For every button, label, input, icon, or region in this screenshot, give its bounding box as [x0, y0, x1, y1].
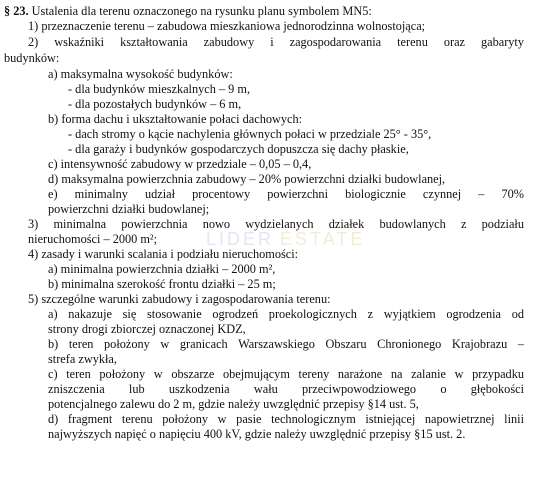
item-2e-text: e) minimalny udział procentowy powierzchni biologicznie czynnej – 70%: [48, 187, 524, 201]
item-2b-2: - dla garaży i budynków gospodarczych dopuszcza się dachy płaskie,: [68, 142, 409, 156]
section-title: Ustalenia dla terenu oznaczonego na rysunku planu symbolem MN5:: [31, 4, 372, 18]
item-2-line-2: budynków:: [4, 51, 60, 65]
item-5d-line-2: najwyższych napięć o napięciu 400 kV, gdzie należy uwzględnić przepisy §15 ust. 2.: [48, 427, 466, 441]
item-4b: b) minimalna szerokość frontu działki – 25 m;: [48, 277, 276, 291]
item-1: 1) przeznaczenie terenu – zabudowa mieszkaniowa jednorodzinna wolnostojąca;: [28, 19, 426, 33]
item-5a-line-2: strony drogi zbiorczej oznaczonej KDZ,: [48, 322, 246, 336]
item-2e-line-1: [48, 187, 524, 202]
item-2a: a) maksymalna wysokość budynków:: [48, 67, 233, 81]
item-5b-text: b) teren położony w granicach Warszawskiego Obszaru Chronionego Krajobrazu –: [48, 337, 524, 351]
item-2-line-1: [28, 35, 524, 50]
watermark-left: LIDER: [206, 229, 275, 249]
item-5d-line-1: [48, 412, 524, 427]
item-4: 4) zasady i warunki scalania i podziału nieruchomości:: [28, 247, 299, 261]
item-5a-text: a) nakazuje się stosowanie ogrodzeń proekologicznych z wyjątkiem ogrodzenia od: [48, 307, 524, 321]
item-3-text: 3) minimalna powierzchnia nowo wydzielanych działek budowlanych z podziału: [28, 217, 524, 231]
item-2b-1: - dach stromy o kącie nachylenia głównych połaci w przedziale 25° - 35°,: [68, 127, 432, 141]
item-5b-line-1: [48, 337, 524, 352]
watermark: [206, 229, 365, 250]
item-5c-text-1: c) teren położony w obszarze obejmującym tereny narażone na zalanie w przypadku: [48, 367, 524, 381]
item-2a-1: - dla budynków mieszkalnych – 9 m,: [68, 82, 251, 96]
item-5d-text: d) fragment terenu położony w pasie technologicznym istniejącej napowietrznej linii: [48, 412, 524, 426]
item-5: 5) szczególne warunki zabudowy i zagospodarowania terenu:: [28, 292, 331, 306]
item-5c-line-1: [48, 367, 524, 382]
item-5a-line-1: [48, 307, 524, 322]
item-3-line-2: nieruchomości – 2000 m²;: [28, 232, 158, 246]
item-5c-text-2: zniszczenia lub uszkodzenia wału przeciwpowodziowego o głębokości: [48, 382, 524, 396]
item-2e-line-2: powierzchni działki budowlanej;: [48, 202, 210, 216]
item-5c-line-2: [48, 382, 524, 397]
item-2d: d) maksymalna powierzchnia zabudowy – 20% powierzchni działki budowlanej,: [48, 172, 446, 186]
item-2-justified: [28, 35, 524, 50]
item-2b: b) forma dachu i ukształtowanie połaci dachowych:: [48, 112, 303, 126]
item-5b-line-2: strefa zwykła,: [48, 352, 117, 366]
section-number: § 23.: [4, 4, 29, 18]
watermark-right: ESTATE: [280, 229, 366, 249]
item-5c-line-3: potencjalnego zalewu do 2 m, gdzie należy uwzględnić przepisy §14 ust. 5,: [48, 397, 419, 411]
item-4a: a) minimalna powierzchnia działki – 2000 m²,: [48, 262, 276, 276]
section-heading: [4, 4, 372, 19]
item-2c: c) intensywność zabudowy w przedziale – 0,05 – 0,4,: [48, 157, 312, 171]
item-2-text: 2) wskaźniki kształtowania zabudowy i zagospodarowania terenu oraz gabaryty: [28, 35, 524, 49]
item-2a-2: - dla pozostałych budynków – 6 m,: [68, 97, 242, 111]
